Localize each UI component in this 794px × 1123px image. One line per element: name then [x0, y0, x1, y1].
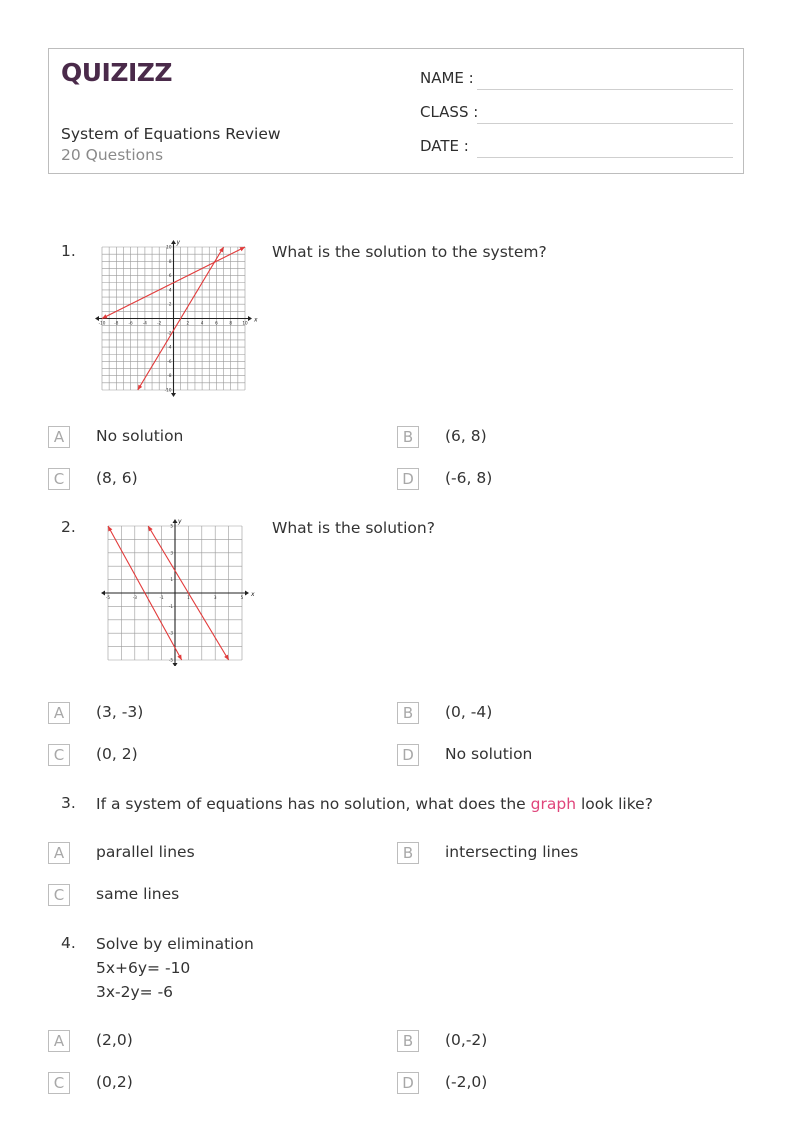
- class-label: CLASS :: [420, 103, 479, 121]
- y-axis-label: y: [176, 239, 181, 246]
- x-axis-label: x: [251, 591, 255, 598]
- y-tick-label: -3: [168, 630, 173, 636]
- y-tick-label: -6: [167, 358, 172, 364]
- question-text: [96, 792, 653, 816]
- option-b-text: (0, -4): [445, 703, 493, 721]
- option-a-text: (2,0): [96, 1031, 133, 1049]
- equation-1: 5x+6y= -10: [96, 959, 191, 977]
- option-c-text: same lines: [96, 885, 180, 903]
- y-axis-arrow: [171, 393, 176, 397]
- question-text: [96, 932, 254, 1004]
- highlighted-term: graph: [530, 795, 577, 813]
- x-tick-label: 6: [215, 320, 218, 326]
- worksheet-title: System of Equations Review: [61, 125, 281, 143]
- option-d-box[interactable]: D: [397, 744, 419, 766]
- option-d-text: (-2,0): [445, 1073, 488, 1091]
- y-tick-label: -5: [168, 657, 173, 663]
- option-c-box[interactable]: C: [48, 744, 70, 766]
- name-label: NAME :: [420, 69, 474, 87]
- question-number: 2.: [61, 518, 76, 536]
- y-tick-label: 8: [168, 258, 172, 264]
- option-b-box[interactable]: B: [397, 1030, 419, 1052]
- option-c-box[interactable]: C: [48, 884, 70, 906]
- option-b-text: intersecting lines: [445, 843, 579, 861]
- option-a-box[interactable]: A: [48, 1030, 70, 1052]
- x-tick-label: -4: [142, 320, 147, 326]
- x-tick-label: -6: [128, 320, 133, 326]
- option-b-box[interactable]: B: [397, 842, 419, 864]
- option-d-text: No solution: [445, 745, 533, 763]
- y-tick-label: -4: [167, 344, 172, 350]
- question-number: 4.: [61, 934, 76, 952]
- question-number: 3.: [61, 794, 76, 812]
- y-tick-label: -10: [164, 387, 172, 393]
- question-text-start: If a system of equations has no solution, what does the: [96, 795, 526, 813]
- x-tick-label: 2: [186, 320, 190, 326]
- y-axis-arrow: [171, 240, 176, 244]
- x-tick-label: -2: [157, 320, 162, 326]
- y-tick-label: 6: [168, 273, 172, 279]
- y-tick-label: 2: [168, 301, 172, 307]
- y-tick-label: 3: [170, 550, 173, 556]
- option-c-box[interactable]: C: [48, 468, 70, 490]
- y-tick-label: -2: [167, 330, 172, 336]
- x-axis-label: x: [254, 316, 258, 324]
- x-axis-arrow: [101, 591, 105, 596]
- y-tick-label: 4: [168, 287, 172, 293]
- class-line: [477, 123, 733, 124]
- option-a-box[interactable]: A: [48, 842, 70, 864]
- question-text-end: look like?: [580, 795, 653, 813]
- y-axis-arrow: [173, 663, 178, 666]
- question-count: 20 Questions: [61, 146, 164, 164]
- date-line: [477, 157, 733, 158]
- x-tick-label: -1: [159, 595, 164, 600]
- date-label: DATE :: [420, 137, 469, 155]
- x-tick-label: 8: [229, 320, 233, 326]
- x-tick-label: -3: [132, 595, 137, 600]
- option-d-box[interactable]: D: [397, 468, 419, 490]
- x-tick-label: -10: [98, 320, 106, 326]
- y-tick-label: -8: [167, 373, 172, 379]
- question-number: 1.: [61, 242, 76, 260]
- question-2-graph: [96, 514, 256, 666]
- option-b-text: (6, 8): [445, 427, 487, 445]
- option-c-box[interactable]: C: [48, 1072, 70, 1094]
- x-tick-label: -5: [105, 595, 111, 600]
- worksheet-header: [48, 48, 744, 174]
- option-d-text: (-6, 8): [445, 469, 493, 487]
- option-c-text: (0, 2): [96, 745, 138, 763]
- option-c-text: (8, 6): [96, 469, 138, 487]
- y-tick-label: 1: [170, 577, 173, 583]
- y-axis-arrow: [173, 519, 178, 523]
- x-tick-label: 5: [240, 595, 244, 600]
- option-d-box[interactable]: D: [397, 1072, 419, 1094]
- option-b-text: (0,-2): [445, 1031, 488, 1049]
- option-c-text: (0,2): [96, 1073, 133, 1091]
- y-axis-label: y: [178, 518, 182, 525]
- question-1-graph: [94, 238, 260, 400]
- y-tick-label: -1: [168, 603, 173, 609]
- x-tick-label: 3: [213, 595, 217, 600]
- option-a-text: No solution: [96, 427, 184, 445]
- x-axis-arrow: [248, 316, 252, 321]
- y-tick-label: 10: [166, 244, 172, 250]
- option-a-text: (3, -3): [96, 703, 144, 721]
- option-b-box[interactable]: B: [397, 426, 419, 448]
- x-tick-label: -8: [114, 320, 119, 326]
- question-line: Solve by elimination: [96, 935, 254, 953]
- option-b-box[interactable]: B: [397, 702, 419, 724]
- x-tick-label: 4: [200, 320, 204, 326]
- name-line: [477, 89, 733, 90]
- quizizz-logo: QUIZIZZ: [61, 58, 173, 87]
- equation-2: 3x-2y= -6: [96, 983, 174, 1001]
- option-a-box[interactable]: A: [48, 702, 70, 724]
- question-text: What is the solution?: [272, 519, 435, 537]
- option-a-text: parallel lines: [96, 843, 195, 861]
- x-tick-label: 10: [242, 320, 248, 326]
- x-axis-arrow: [245, 591, 249, 596]
- option-a-box[interactable]: A: [48, 426, 70, 448]
- x-tick-label: 1: [187, 595, 190, 600]
- question-text: What is the solution to the system?: [272, 243, 547, 261]
- y-tick-label: 5: [170, 523, 173, 529]
